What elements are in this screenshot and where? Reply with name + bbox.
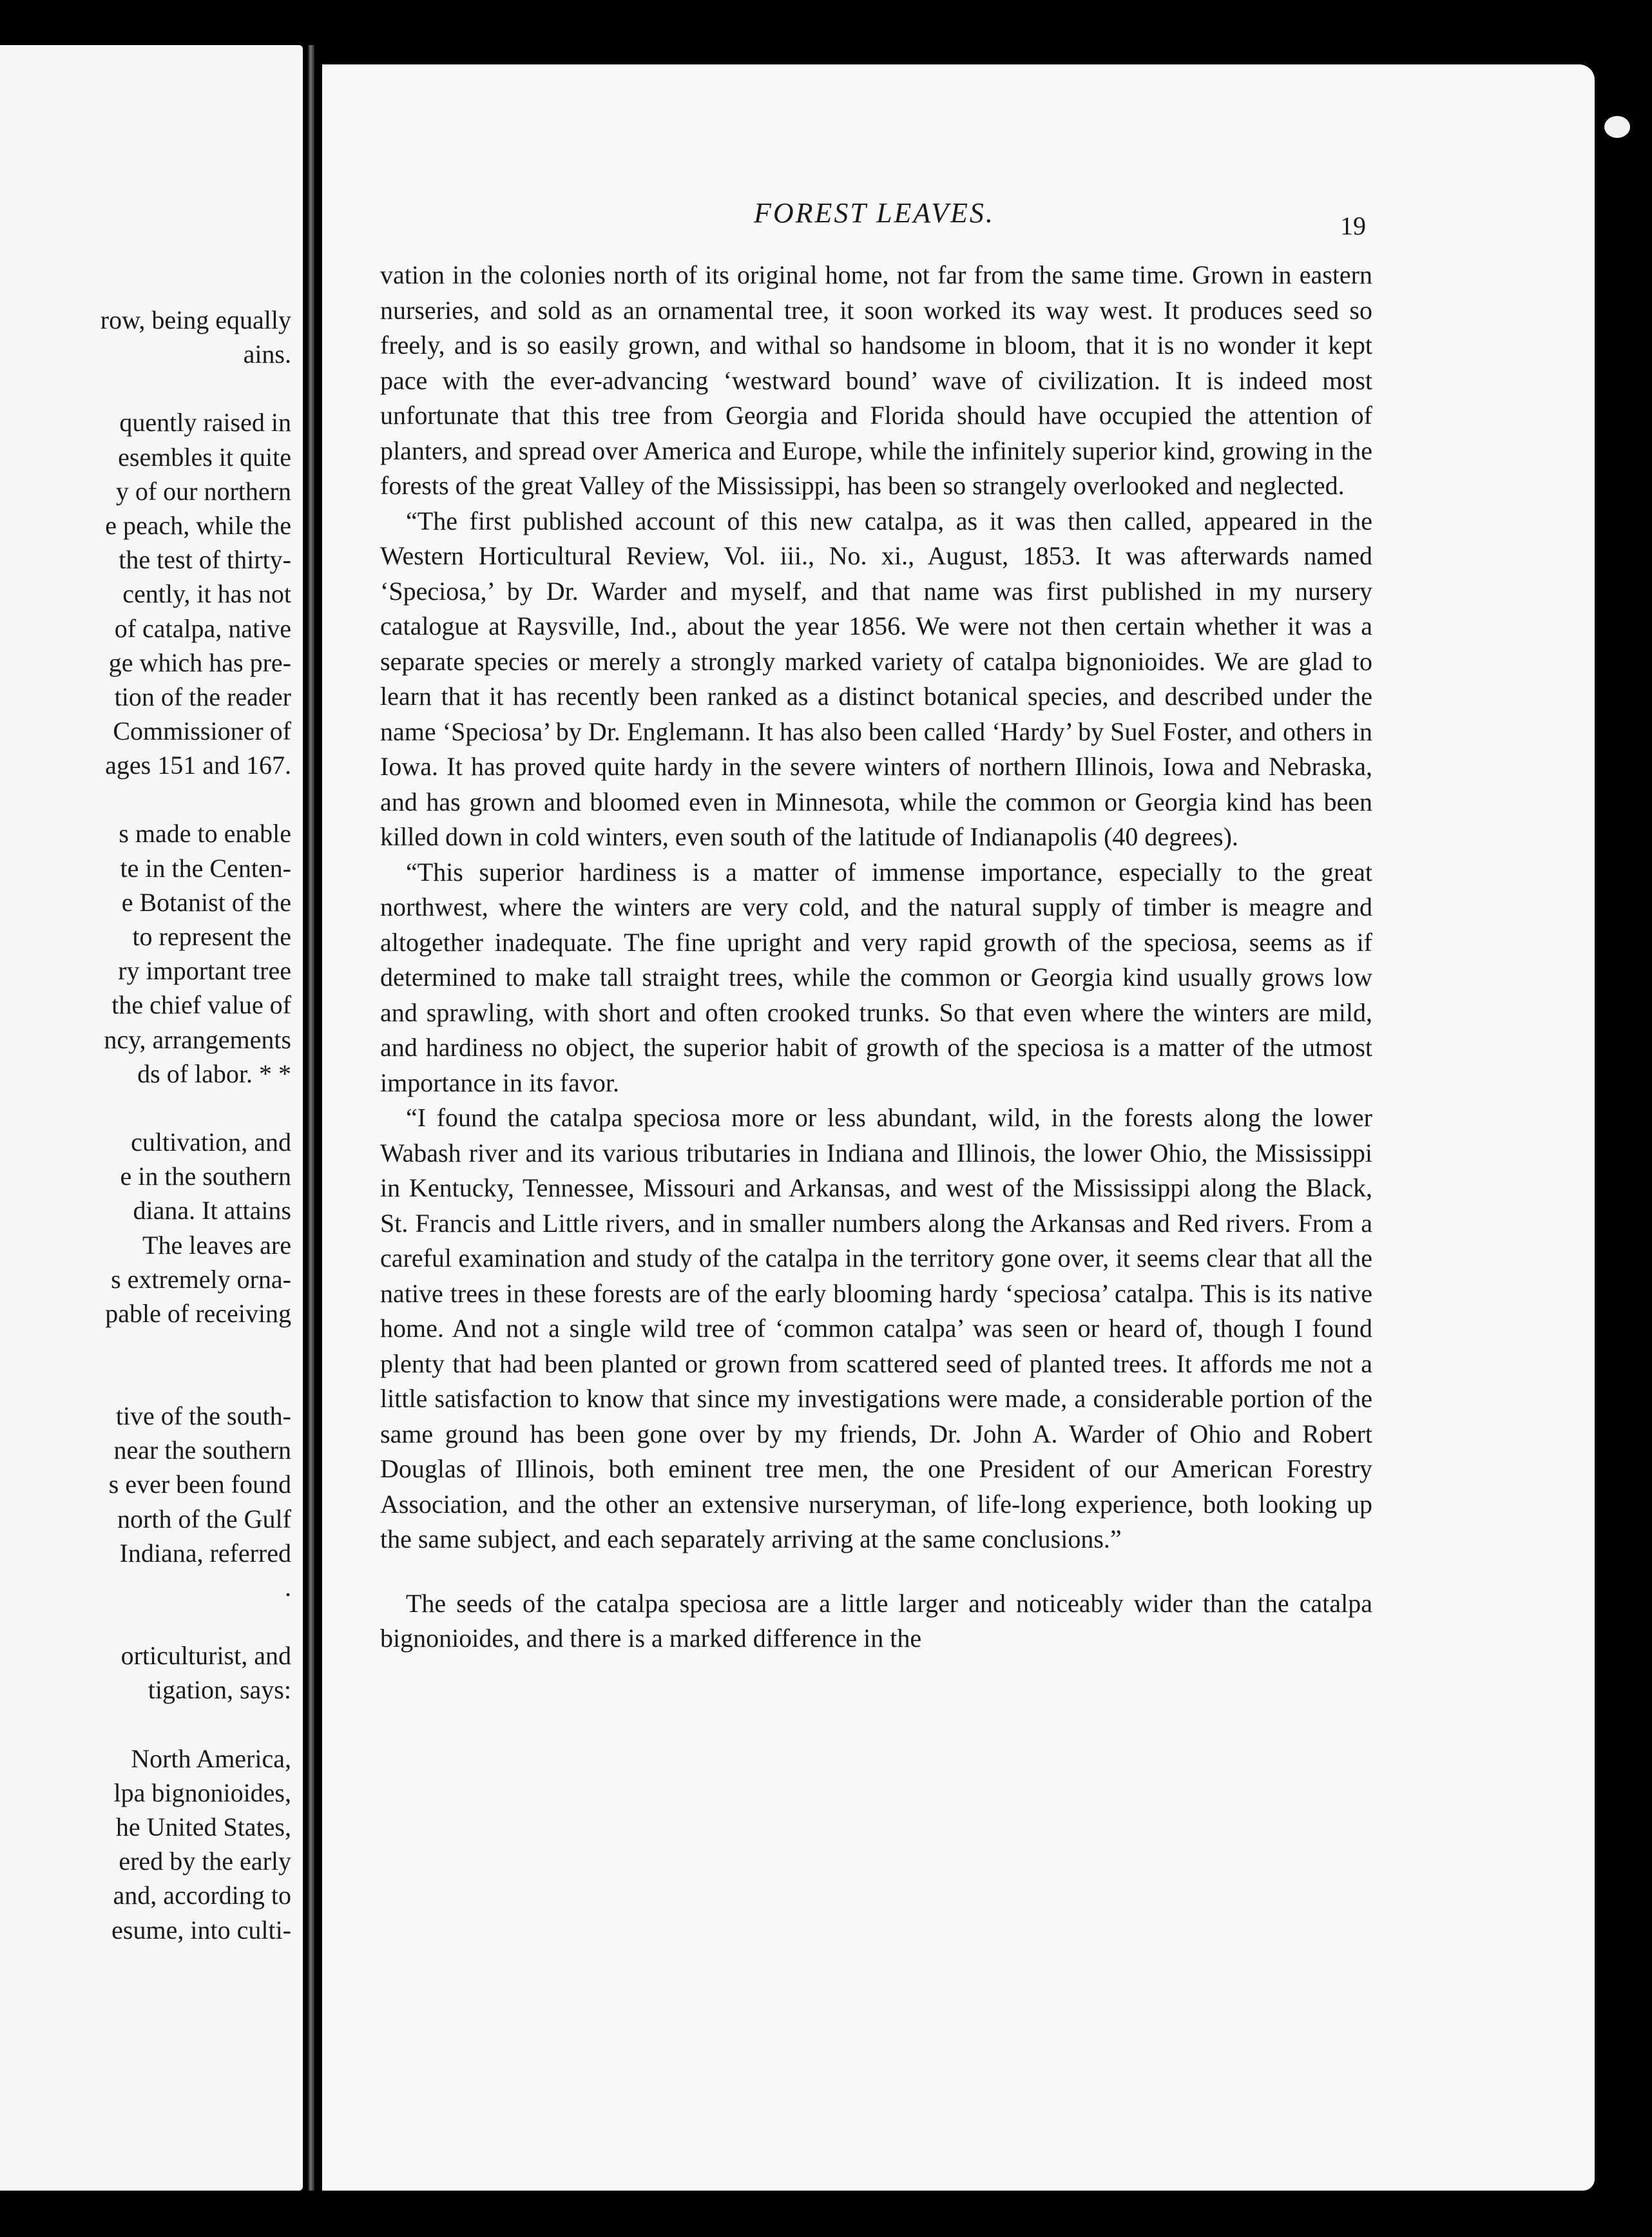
running-head: FOREST LEAVES. <box>754 197 995 229</box>
left-page-line: tive of the south- <box>115 1401 291 1431</box>
left-page-line: ds of labor. * * <box>137 1059 291 1088</box>
left-page-line: lpa bignonioides, <box>113 1778 291 1807</box>
left-page-line: the chief value of <box>111 990 291 1020</box>
left-page-line: te in the Centen- <box>120 853 291 883</box>
left-page-line: ncy, arrangements <box>104 1024 291 1054</box>
left-page-line <box>0 1707 291 1742</box>
left-page-line: ry important tree <box>118 956 291 986</box>
paragraph: vation in the colonies north of its original home, not far from the same time. Grown in eastern nurseries, and sold as an ornamental tree, it soon worked its way west. It produces seed so freely, and is so easily grown, and withal so handsome in bloom, that it is no wonder it kept pace with the ever-advancing ‘westward bound’ wave of civilization. It is indeed most unfortunate that this tree from Georgia and Florida should have occupied the attention of planters, and spread over America and Europe, while the infinitely superior kind, growing in the forests of the great Valley of the Mississippi, has been so strangely overlooked and neglected. <box>380 260 1372 500</box>
left-page-line <box>0 782 291 816</box>
paragraph: “The first published account of this new catalpa, as it was then called, appeared in the Western Horticultural Review, Vol. iii., No. xi., August, 1853. It was afterwards named ‘Speciosa,’ by Dr. Warder and myself, and that name was first published in my nursery catalogue at Raysville, Ind., about the year 1856. We were not then certain whether it was a separate species or merely a strongly marked variety of catalpa bignonioides. We are glad to learn that it has recently been ranked as a distinct botanical species, and described under the name ‘Speciosa’ by Dr. Englemann. It has also been called ‘Hardy’ by Suel Foster, and others in Iowa. It has proved quite hardy in the severe winters of northern Illinois, Iowa and Nebraska, and has grown and bloomed even in Minnesota, while the common or Georgia kind has been killed down in cold winters, even south of the latitude of Indianapolis (40 degrees). <box>380 506 1372 851</box>
left-page-line: The leaves are <box>142 1230 291 1260</box>
body-text <box>380 258 1372 1656</box>
left-page-line: Indiana, referred <box>119 1538 291 1568</box>
paragraph: “This superior hardiness is a matter of immense importance, especially to the great northwest, where the winters are very cold, and the natural supply of timber is meagre and altogether inadequate. The fine upright and very rapid growth of the speciosa, seems as if determined to make tall straight trees, while the common or Georgia kind usually grows low and sprawling, with short and often crooked trunks. So that even where the winters are mild, and hardiness no object, the superior habit of growth of the speciosa is a matter of the utmost importance in its favor. <box>380 857 1372 1097</box>
paragraph: The seeds of the catalpa speciosa are a little larger and noticeably wider than the catalpa bignonioides, and there is a marked difference in the <box>380 1588 1372 1653</box>
left-page-text-column <box>0 303 291 1947</box>
left-page-line: to represent the <box>132 922 291 951</box>
left-page-line: pable of receiving <box>105 1298 291 1328</box>
left-facing-page <box>0 45 303 2191</box>
left-page-line <box>0 1604 291 1638</box>
left-page-line: cultivation, and <box>131 1127 291 1157</box>
left-page-line: diana. It attains <box>133 1196 291 1225</box>
left-page-line: s ever been found <box>108 1470 291 1499</box>
left-page-line: cently, it has not <box>122 579 291 609</box>
left-page-line: ains. <box>243 340 291 369</box>
left-page-line: of catalpa, native <box>114 613 291 643</box>
left-page-line: the test of thirty- <box>119 545 291 575</box>
left-page-line: he United States, <box>115 1812 291 1841</box>
left-page-line: near the southern <box>113 1435 291 1465</box>
left-page-line: e in the southern <box>120 1162 291 1191</box>
left-page-line <box>0 1091 291 1125</box>
left-page-line: e peach, while the <box>105 510 291 540</box>
left-page-line: row, being equally <box>100 305 291 334</box>
left-page-line: orticulturist, and <box>120 1641 291 1671</box>
left-page-line: tion of the reader <box>114 682 291 711</box>
left-page-line: tigation, says: <box>148 1675 291 1705</box>
left-page-line: and, according to <box>113 1881 291 1910</box>
left-page-line: north of the Gulf <box>117 1504 291 1533</box>
page-number: 19 <box>1340 211 1366 240</box>
left-page-line: quently raised in <box>119 408 291 437</box>
left-page-line <box>0 371 291 405</box>
book-gutter <box>308 45 314 2191</box>
left-page-line: ered by the early <box>119 1847 291 1876</box>
left-page-line: North America, <box>131 1743 291 1773</box>
left-page-line: . <box>285 1573 291 1602</box>
page-header <box>322 197 1595 240</box>
left-page-line: esembles it quite <box>118 442 291 472</box>
left-page-line: Commissioner of <box>113 716 291 746</box>
left-page-line: ge which has pre- <box>108 648 291 677</box>
left-page-line: ages 151 and 167. <box>105 751 291 780</box>
paragraph: “I found the catalpa speciosa more or less abundant, wild, in the forests along the lower Wabash river and its various tributaries in Indiana and Illinois, the lower Ohio, the Mississippi in Kentucky, Tennessee, Missouri and Arkansas, and west of the Mississippi along the Black, St. Francis and Little rivers, and in smaller numbers along the Arkansas and Red rivers. From a careful examination and study of the catalpa in the territory gone over, it seems clear that all the native trees in these forests are of the early blooming hardy ‘speciosa’ catalpa. This is its native home. And not a single wild tree of ‘common catalpa’ was seen or heard of, though I found plenty that had been planted or grown from scattered seed of planted trees. It affords me not a little satisfaction to know that since my investigations were made, a considerable portion of the same ground has been gone over by my friends, Dr. John A. Warder of Ohio and Robert Douglas of Illinois, both eminent tree men, the one President of our American Forestry Association, and the other an extensive nurseryman, of life-long experience, both looking up the same subject, and each separately arriving at the same conclusions.” <box>380 1103 1372 1553</box>
left-page-line: s made to enable <box>119 819 291 849</box>
left-page-line: esume, into culti- <box>111 1915 291 1944</box>
left-page-line <box>0 1365 291 1399</box>
left-page-line <box>0 1330 291 1365</box>
left-page-line: e Botanist of the <box>121 887 291 917</box>
left-page-line: s extremely orna- <box>111 1264 291 1294</box>
right-page <box>322 64 1595 2191</box>
left-page-line: y of our northern <box>115 476 291 506</box>
scan-speck <box>1604 116 1630 138</box>
